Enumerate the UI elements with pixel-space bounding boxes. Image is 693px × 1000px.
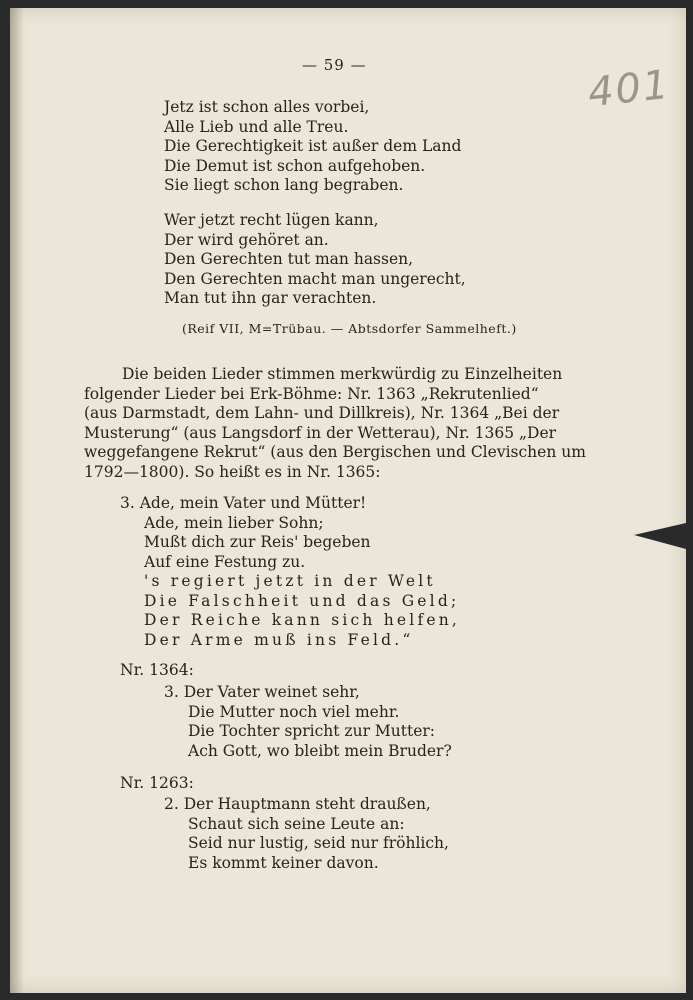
verse-line: Sie liegt schon lang begraben.: [164, 176, 404, 194]
verse-line-spaced: Der Arme muß ins Feld.“: [144, 630, 414, 649]
verse-line: Die Demut ist schon aufgehoben.: [164, 156, 426, 175]
book-page: [10, 8, 686, 993]
poem-stanza-5: [164, 795, 449, 873]
paragraph-line: Die beiden Lieder stimmen merkwürdig zu Einzelheiten: [122, 365, 563, 383]
verse-line: Man tut ihn gar verachten.: [164, 289, 377, 307]
verse-line: Ade, mein lieber Sohn;: [144, 513, 324, 532]
torn-edge: [634, 523, 686, 549]
handwritten-note: 401: [585, 61, 673, 117]
poem-stanza-4: [164, 683, 452, 761]
verse-line: Jetz ist schon alles vorbei,: [164, 98, 370, 116]
verse-line: 2. Der Hauptmann steht draußen,: [164, 795, 431, 813]
paragraph-line: 1792—1800). So heißt es in Nr. 1365:: [84, 462, 381, 481]
source-citation: (Reif VII, M=Trübau. — Abtsdorfer Sammelheft.): [182, 321, 517, 336]
verse-line: Auf eine Festung zu.: [144, 552, 306, 571]
spine-shadow: [10, 8, 24, 993]
poem-stanza-2: [164, 211, 466, 309]
verse-line-spaced: Der Reiche kann sich helfen,: [144, 611, 461, 629]
paragraph-line: weggefangene Rekrut“ (aus den Bergischen und Clevischen um: [84, 443, 586, 461]
verse-line: Der wird gehöret an.: [164, 230, 329, 249]
verse-line: Die Mutter noch viel mehr.: [188, 702, 400, 721]
verse-line: Die Gerechtigkeit ist außer dem Land: [164, 137, 462, 155]
paragraph-line: Musterung“ (aus Langsdorf in der Wetterau), Nr. 1365 „Der: [84, 423, 557, 442]
verse-line: Seid nur lustig, seid nur fröhlich,: [188, 834, 449, 852]
verse-line: Wer jetzt recht lügen kann,: [164, 211, 379, 229]
verse-line: Den Gerechten macht man ungerecht,: [164, 269, 466, 288]
verse-line: Schaut sich seine Leute an:: [188, 814, 405, 833]
verse-line: Den Gerechten tut man hassen,: [164, 250, 414, 268]
paragraph-line: folgender Lieder bei Erk-Böhme: Nr. 1363 „Rekrutenlied“: [84, 384, 539, 403]
verse-line-spaced: 's regiert jetzt in der Welt: [144, 572, 436, 590]
verse-line: 3. Ade, mein Vater und Mütter!: [120, 494, 367, 512]
page-number: — 59 —: [302, 56, 367, 74]
verse-line-spaced: Die Falschheit und das Geld;: [144, 591, 460, 610]
verse-line: Alle Lieb und alle Treu.: [164, 117, 349, 136]
verse-line: Ach Gott, wo bleibt mein Bruder?: [188, 741, 452, 760]
paragraph-line: (aus Darmstadt, dem Lahn- und Dillkreis), Nr. 1364 „Bei der: [84, 404, 560, 422]
poem-stanza-3: [120, 494, 460, 650]
verse-line: Die Tochter spricht zur Mutter:: [188, 722, 436, 740]
verse-line: 3. Der Vater weinet sehr,: [164, 683, 360, 701]
verse-line: Mußt dich zur Reis' begeben: [144, 533, 371, 551]
poem-stanza-1: [164, 98, 461, 196]
reference-label: Nr. 1364:: [120, 661, 194, 679]
body-paragraph: [84, 365, 586, 482]
verse-line: Es kommt keiner davon.: [188, 853, 379, 872]
reference-label: Nr. 1263:: [120, 774, 194, 792]
